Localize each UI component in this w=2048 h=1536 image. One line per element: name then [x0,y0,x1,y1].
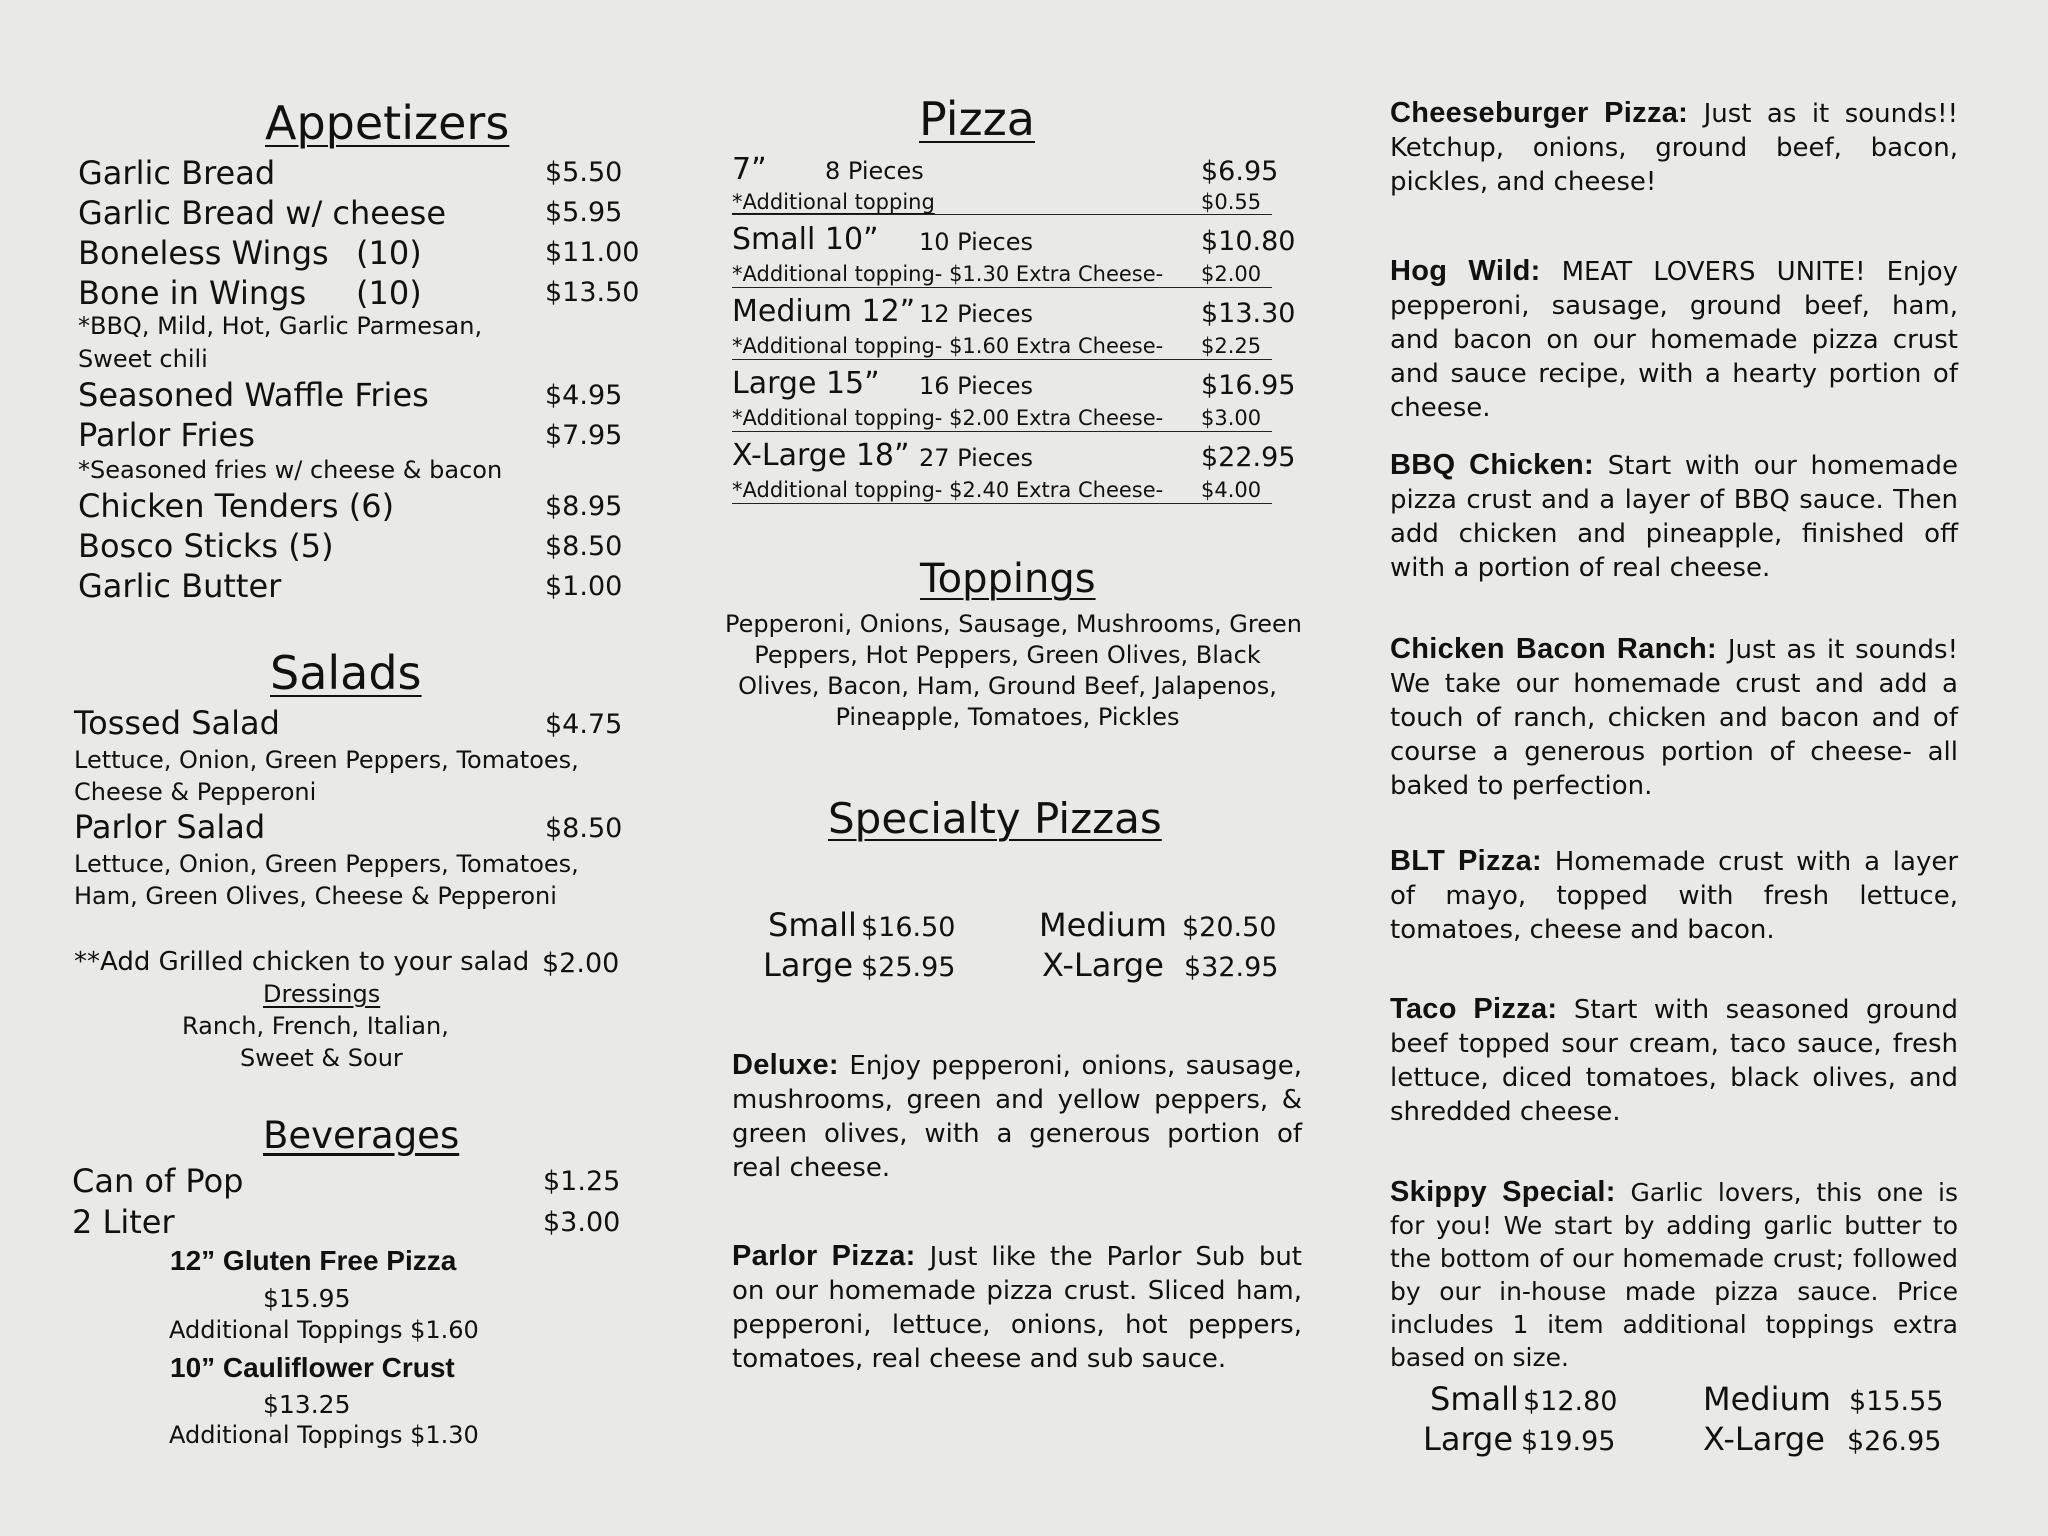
cauliflower-crust-name: 10” Cauliflower Crust [170,1352,455,1383]
menu-item-price: $3.00 [543,1207,621,1238]
pizza-topping-note: *Additional topping- $2.00 Extra Cheese- [732,406,1164,430]
pizza-price: $13.30 [1201,298,1296,329]
menu-item-qty: (10) [356,274,422,312]
menu-item-qty: (10) [356,234,422,272]
wing-note: Sweet chili [78,345,208,373]
pizza-pieces: 16 Pieces [919,372,1034,400]
specialty-size: Small [768,906,857,944]
pizza-topping-note: *Additional topping [732,190,935,214]
dressings-heading: Dressings [263,980,381,1008]
pizza-pieces: 12 Pieces [919,300,1034,328]
skippy-size: Small [1430,1380,1519,1418]
menu-item-price: $5.50 [545,157,623,188]
add-chicken-note: **Add Grilled chicken to your salad [74,947,530,977]
menu-item-price: $1.25 [543,1166,621,1197]
specialty-price: $32.95 [1184,952,1279,983]
skippy-price: $26.95 [1847,1426,1942,1457]
menu-item-price: $1.00 [545,571,623,602]
specialty-description [1390,96,1958,199]
cauliflower-crust-price: $13.25 [263,1390,351,1419]
menu-item-name: Garlic Bread w/ cheese [78,194,447,232]
pizza-size: Large 15” [732,366,880,401]
skippy-price: $12.80 [1523,1386,1618,1417]
pizza-pieces: 27 Pieces [919,444,1034,472]
menu-item-name: Parlor Fries [78,416,255,454]
pizza-topping-note: *Additional topping- $1.30 Extra Cheese- [732,262,1164,286]
specialty-name: Taco Pizza: [1390,993,1558,1025]
specialty-name: BLT Pizza: [1390,845,1542,877]
divider [732,503,1272,504]
salad-description: Cheese & Pepperoni [74,778,317,806]
menu-item-price: $8.50 [545,531,623,562]
add-chicken-price: $2.00 [542,948,620,979]
specialty-description [1390,992,1958,1129]
menu-item-name: Bosco Sticks (5) [78,527,334,565]
pizza-topping-note: *Additional topping- $1.60 Extra Cheese- [732,334,1164,358]
pizza-price: $16.95 [1201,370,1296,401]
divider [732,359,1272,360]
specialty-name: Skippy Special: [1390,1176,1616,1208]
menu-item-name: Seasoned Waffle Fries [78,376,429,414]
appetizers-heading: Appetizers [265,96,510,150]
salads-heading: Salads [270,646,422,700]
skippy-size: X-Large [1703,1420,1825,1458]
specialty-description [1390,448,1958,585]
pizza-size: Medium 12” [732,294,916,329]
pizza-topping-price: $2.25 [1201,334,1262,358]
salad-description: Lettuce, Onion, Green Peppers, Tomatoes, [74,850,579,878]
menu-item-name: Bone in Wings [78,274,307,312]
pizza-heading: Pizza [919,92,1035,146]
menu-item-name: 2 Liter [72,1203,175,1241]
specialty-description [1390,632,1958,803]
specialty-price: $25.95 [861,952,956,983]
specialty-text: Homemade crust with a layer of mayo, topped with fresh lettuce, tomatoes, cheese and bacon. [1390,847,1959,945]
skippy-price: $15.55 [1849,1386,1944,1417]
salad-description: Ham, Green Olives, Cheese & Pepperoni [74,882,557,910]
menu-item-name: Garlic Bread [78,154,276,192]
deluxe-name: Deluxe: [732,1049,839,1081]
divider [732,431,1272,432]
specialty-price: $20.50 [1182,912,1277,943]
cauliflower-toppings: Additional Toppings $1.30 [169,1421,479,1449]
menu-item-price: $4.95 [545,380,623,411]
pizza-size: X-Large 18” [732,438,910,473]
skippy-price: $19.95 [1521,1426,1616,1457]
specialty-name: BBQ Chicken: [1390,449,1594,481]
pizza-size: Small 10” [732,222,879,257]
menu-item-price: $5.95 [545,197,623,228]
specialty-text: MEAT LOVERS UNITE! Enjoy pepperoni, sausage, ground beef, ham, and bacon on our homemade pizza crust and sauce recipe, with a hearty portion of cheese. [1390,257,1959,423]
fries-note: *Seasoned fries w/ cheese & bacon [78,456,503,484]
menu-item-name: Can of Pop [72,1162,244,1200]
beverages-heading: Beverages [263,1114,460,1157]
toppings-list: Pineapple, Tomatoes, Pickles [835,703,1180,731]
pizza-pieces: 8 Pieces [825,157,924,185]
specialty-price: $16.50 [861,912,956,943]
pizza-topping-price: $4.00 [1201,478,1262,502]
pizza-price: $6.95 [1201,156,1279,187]
dressings-list: Ranch, French, Italian, [182,1012,449,1040]
gluten-free-pizza-price: $15.95 [263,1284,351,1313]
specialty-name: Cheeseburger Pizza: [1390,97,1689,129]
specialty-size: Large [763,946,854,984]
gluten-free-toppings: Additional Toppings $1.60 [169,1316,479,1344]
toppings-list: Peppers, Hot Peppers, Green Olives, Black [754,641,1261,669]
wing-note: *BBQ, Mild, Hot, Garlic Parmesan, [78,312,483,340]
specialty-description [1390,1176,1958,1374]
pizza-topping-price: $2.00 [1201,262,1262,286]
dressings-list: Sweet & Sour [240,1044,403,1072]
pizza-topping-note: *Additional topping- $2.40 Extra Cheese- [732,478,1164,502]
menu-item-price: $8.95 [545,491,623,522]
specialty-size: X-Large [1042,946,1164,984]
toppings-list: Olives, Bacon, Ham, Ground Beef, Jalapenos, [738,672,1277,700]
pizza-topping-price: $0.55 [1201,190,1262,214]
menu-item-name: Boneless Wings [78,234,329,272]
specialty-text: Just as it sounds! We take our homemade crust and add a touch of ranch, chicken and bacon and of course a generous portion of cheese- all baked to perfection. [1390,635,1958,801]
gluten-free-pizza-name: 12” Gluten Free Pizza [170,1245,457,1276]
menu-item-name: Chicken Tenders (6) [78,487,395,525]
pizza-pieces: 10 Pieces [919,228,1034,256]
salad-description: Lettuce, Onion, Green Peppers, Tomatoes, [74,746,579,774]
menu-item-name: Garlic Butter [78,567,282,605]
skippy-size: Large [1423,1420,1514,1458]
menu-item-price: $13.50 [545,277,640,308]
menu-item-price: $7.95 [545,420,623,451]
pizza-price: $10.80 [1201,226,1296,257]
pizza-price: $22.95 [1201,442,1296,473]
toppings-list: Pepperoni, Onions, Sausage, Mushrooms, Green [725,610,1302,638]
specialty-text: Start with our homemade pizza crust and a layer of BBQ sauce. Then add chicken and pineapple, finished off with a portion of real cheese. [1390,451,1959,583]
specialty-pizzas-heading: Specialty Pizzas [828,794,1162,843]
menu-item-name: Tossed Salad [74,704,280,742]
menu-item-name: Parlor Salad [74,808,266,846]
toppings-heading: Toppings [920,556,1096,602]
specialty-name: Hog Wild: [1390,255,1541,287]
menu-item-price: $11.00 [545,237,640,268]
specialty-name: Chicken Bacon Ranch: [1390,633,1717,665]
parlor-pizza-name: Parlor Pizza: [732,1240,916,1272]
menu-item-price: $8.50 [545,813,623,844]
pizza-size: 7” [732,152,767,187]
specialty-description [1390,254,1958,425]
specialty-description [1390,844,1958,947]
deluxe-text: Enjoy pepperoni, onions, sausage, mushrooms, green and yellow peppers, & green olives, with a generous portion of real cheese. [732,1051,1302,1183]
divider [732,287,1272,288]
parlor-pizza-description [732,1239,1302,1376]
specialty-text: Start with seasoned ground beef topped sour cream, taco sauce, fresh lettuce, diced tomatoes, black olives, and shredded cheese. [1390,995,1959,1127]
divider [732,214,1272,215]
specialty-text: Just as it sounds!! Ketchup, onions, ground beef, bacon, pickles, and cheese! [1390,99,1959,197]
specialty-size: Medium [1039,906,1167,944]
specialty-text: Garlic lovers, this one is for you! We start by adding garlic butter to the bottom of our homemade crust; followed by our in-house made pizza sauce. Price includes 1 item additional toppings extra based on size. [1390,1178,1959,1372]
pizza-topping-price: $3.00 [1201,406,1262,430]
parlor-pizza-text: Just like the Parlor Sub but on our homemade pizza crust. Sliced ham, pepperoni, lettuce, onions, hot peppers, tomatoes, real cheese and sub sauce. [732,1242,1302,1374]
deluxe-description [732,1048,1302,1185]
skippy-size: Medium [1703,1380,1831,1418]
menu-item-price: $4.75 [545,709,623,740]
